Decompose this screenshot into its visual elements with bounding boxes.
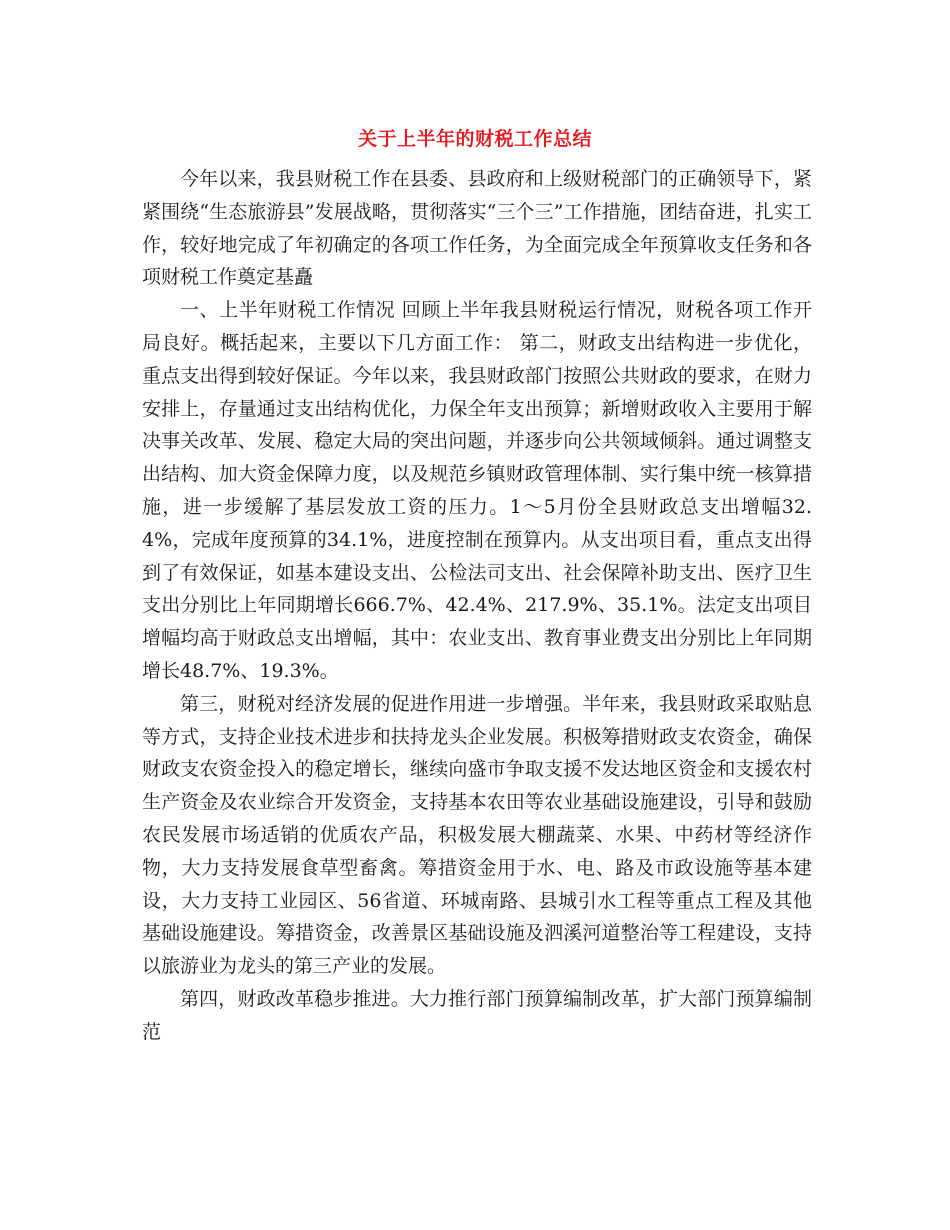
document-body (142, 163, 812, 1049)
paragraph-section-one: 一、上半年财税工作情况 回顾上半年我县财税运行情况，财税各项工作开局良好。概括起来，主要以下几方面工作： 第二，财政支出结构进一步优化，重点支出得到较好保证。今年以来，我县财政部门按照公共财政的要求，在财力安排上，存量通过支出结构优化，力保全年支出预算；新增财政收入主要用于解决事关改革、发展、稳定大局的突出问题，并逐步向公共领域倾斜。通过调整支出结构、加大资金保障力度，以及规范乡镇财政管理体制、实行集中统一核算措施，进一步缓解了基层发放工资的压力。1～5月份全县财政总支出增幅32.4%，完成年度预算的34.1%，进度控制在预算内。从支出项目看，重点支出得到了有效保证，如基本建设支出、公检法司支出、社会保障补助支出、医疗卫生支出分别比上年同期增长666.7%、42.4%、217.9%、35.1%。法定支出项目增幅均高于财政总支出增幅，其中：农业支出、教育事业费支出分别比上年同期增长48.7%、19.3%。 (142, 299, 812, 682)
paragraph-third: 第三，财税对经济发展的促进作用进一步增强。半年来，我县财政采取贴息等方式，支持企业技术进步和扶持龙头企业发展。积极筹措财政支农资金，确保财政支农资金投入的稳定增长，继续向盛市争取支援不发达地区资金和支援农村生产资金及农业综合开发资金，支持基本农田等农业基础设施建设，引导和鼓励农民发展市场适销的优质农产品，积极发展大棚蔬菜、水果、中药材等经济作物，大力支持发展食草型畜禽。筹措资金用于水、电、路及市政设施等基本建设，大力支持工业园区、56省道、环城南路、县城引水工程等重点工程及其他基础设施建设。筹措资金，改善景区基础设施及泗溪河道整治等工程建设，支持以旅游业为龙头的第三产业的发展。 (142, 692, 812, 978)
paragraph-fourth: 第四，财政改革稳步推进。大力推行部门预算编制改革，扩大部门预算编制范 (142, 987, 812, 1043)
paragraph-intro: 今年以来，我县财税工作在县委、县政府和上级财税部门的正确领导下，紧紧围绕“生态旅游县”发展战略，贯彻落实“三个三”工作措施，团结奋进，扎实工作，较好地完成了年初确定的各项工作任务，为全面完成全年预算收支任务和各项财税工作奠定基矗 (142, 168, 812, 289)
document-title: 关于上半年的财税工作总结 (357, 128, 592, 150)
